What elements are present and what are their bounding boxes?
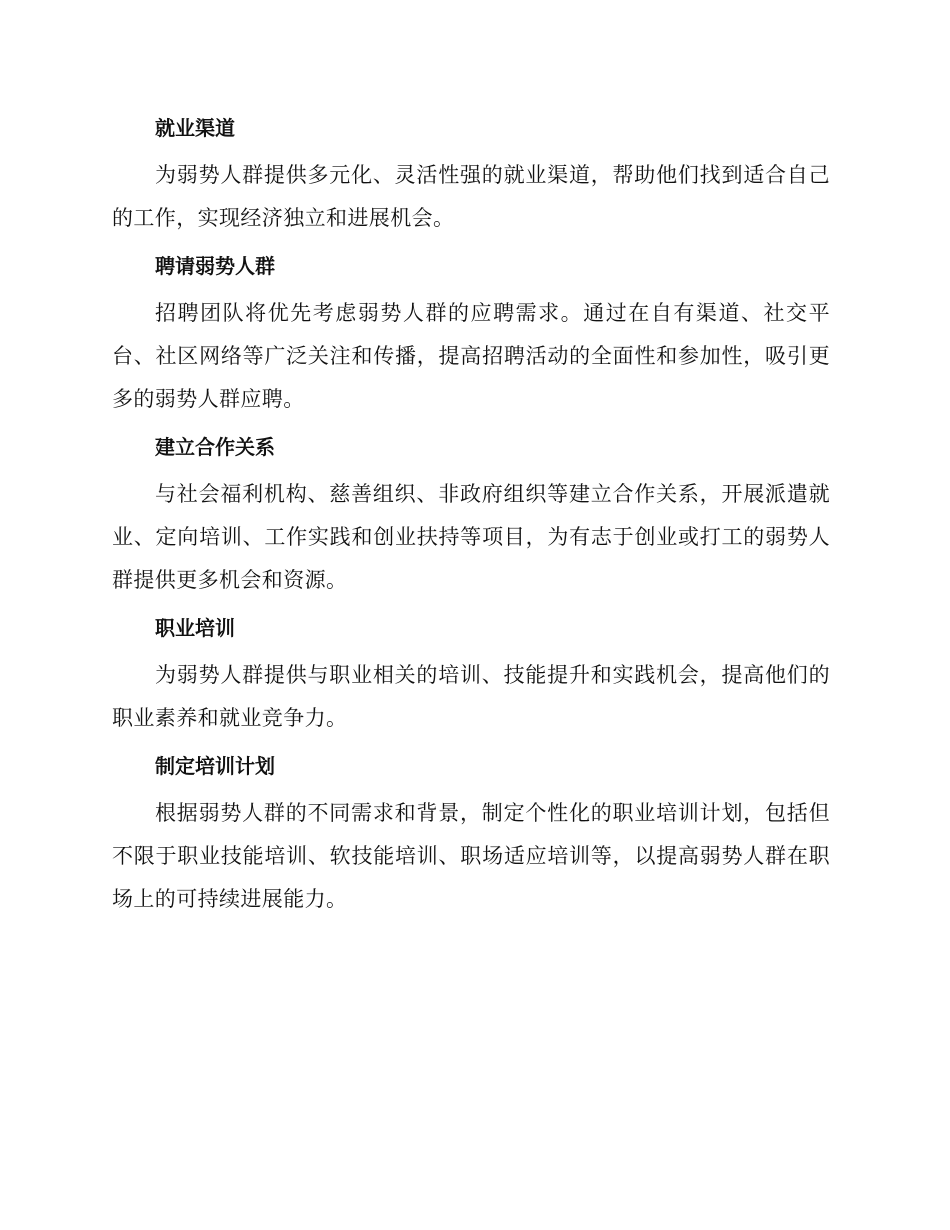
section-heading: 制定培训计划 (155, 754, 275, 778)
section-heading: 聘请弱势人群 (155, 254, 275, 278)
document-page (112, 108, 830, 927)
section-heading: 职业培训 (155, 616, 235, 640)
section-vocational-training (112, 608, 830, 740)
section-paragraph: 根据弱势人群的不同需求和背景，制定个性化的职业培训计划，包括但不限于职业技能培训、软技能培训、职场适应培训等，以提高弱势人群在职场上的可持续进展能力。 (112, 801, 830, 911)
section-partnerships (112, 427, 830, 602)
section-paragraph: 为弱势人群提供多元化、灵活性强的就业渠道，帮助他们找到适合自己的工作，实现经济独立和进展机会。 (112, 163, 830, 230)
section-heading: 建立合作关系 (155, 435, 275, 459)
section-paragraph: 为弱势人群提供与职业相关的培训、技能提升和实践机会，提高他们的职业素养和就业竞争力。 (112, 663, 830, 730)
section-paragraph: 与社会福利机构、慈善组织、非政府组织等建立合作关系，开展派遣就业、定向培训、工作实践和创业扶持等项目，为有志于创业或打工的弱势人群提供更多机会和资源。 (112, 482, 830, 592)
section-paragraph: 招聘团队将优先考虑弱势人群的应聘需求。通过在自有渠道、社交平台、社区网络等广泛关注和传播，提高招聘活动的全面性和参加性，吸引更多的弱势人群应聘。 (112, 301, 830, 411)
section-training-plan (112, 746, 830, 921)
section-hire-vulnerable-groups (112, 246, 830, 421)
section-heading: 就业渠道 (155, 116, 235, 140)
section-employment-channels (112, 108, 830, 240)
